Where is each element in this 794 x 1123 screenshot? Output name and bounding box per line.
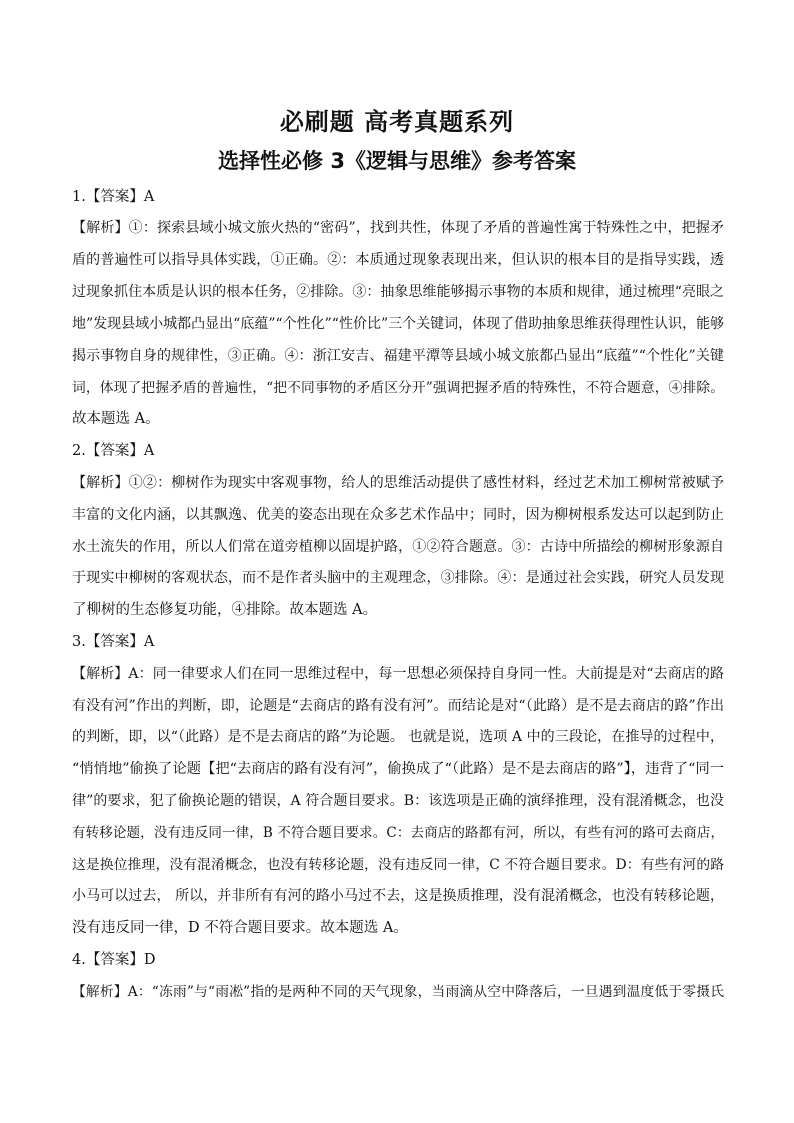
explanation-line: 故本题选 A。	[72, 411, 160, 427]
explanation-line: 小马可以过去， 所以，并非所有有河的路小马过不去，这是换质推理，没有混淆概念，也没有转移论题，	[72, 888, 724, 904]
answer-label: 4.【答案】D	[72, 952, 156, 968]
explanation-line: 有转移论题，没有违反同一律，B 不符合题目要求。C：去商店的路都有河，所以，有些有河的路可去商店，	[72, 825, 724, 841]
explanation-line: 【解析】A：同一律要求人们在同一思维过程中，每一思想必须保持自身同一性。大前提是对“去商店的路	[72, 666, 724, 682]
explanation-line: 的判断，即，以“（此路）是不是去商店的路”为论题。 也就是说，选项 A 中的三段论，在推导的过程中，	[72, 729, 724, 745]
explanation-line: 【解析】①：探索县域小城文旅火热的“密码”，找到共性，体现了矛盾的普遍性寓于特殊性之中，把握矛	[72, 220, 724, 236]
explanation-line: 没有违反同一律，D 不符合题目要求。故本题选 A。	[72, 920, 408, 936]
answer-label: 2.【答案】A	[72, 443, 155, 459]
explanation-line: 词，体现了把握矛盾的普遍性，“把不同事物的矛盾区分开”强调把握矛盾的特殊性，不符合题意，④排除。	[72, 380, 724, 396]
explanation-line: “悄悄地”偷换了论题【把“去商店的路有没有河”，偷换成了“（此路）是不是去商店的路”】，违背了“同一	[72, 761, 724, 777]
explanation-line: 地”发现县域小城都凸显出“底蕴”“个性化”“性价比”三个关键词，体现了借助抽象思维获得理性认识，能够	[72, 316, 724, 332]
explanation-line: 这是换位推理，没有混淆概念，也没有转移论题，没有违反同一律，C 不符合题目要求。D：有些有河的路	[72, 857, 724, 873]
page-title: 必刷题 高考真题系列	[279, 108, 515, 136]
explanation-line: 【解析】A：“冻雨”与“雨凇”指的是两种不同的天气现象，当雨滴从空中降落后，一旦遇到温度低于零摄氏	[72, 984, 724, 1000]
explanation-line: 于现实中柳树的客观状态，而不是作者头脑中的主观理念，③排除。④：是通过社会实践，研究人员发现	[72, 570, 724, 586]
explanation-line: 揭示事物自身的规律性，③正确。④：浙江安吉、福建平潭等县域小城文旅都凸显出“底蕴”“个性化”关键	[72, 348, 724, 364]
explanation-line: 【解析】①②：柳树作为现实中客观事物，给人的思维活动提供了感性材料，经过艺术加工柳树常被赋予	[72, 475, 724, 491]
answer-label: 3.【答案】A	[72, 634, 155, 650]
explanation-line: 水土流失的作用，所以人们常在道旁植柳以固堤护路，①②符合题意。③：古诗中所描绘的柳树形象源自	[72, 539, 724, 555]
explanation-line: 有没有河”作出的判断，即，论题是“去商店的路有没有河”。而结论是对“（此路）是不是去商店的路”作出	[72, 698, 724, 714]
answer-label: 1.【答案】A	[72, 189, 155, 205]
explanation-line: 盾的普遍性可以指导具体实践，①正确。②：本质通过现象表现出来，但认识的根本目的是指导实践，透	[72, 252, 724, 268]
page-subtitle: 选择性必修 3《逻辑与思维》参考答案	[218, 149, 576, 173]
explanation-line: 律”的要求，犯了偷换论题的错误，A 符合题目要求。B：该选项是正确的演绎推理，没有混淆概念，也没	[72, 793, 724, 809]
explanation-line: 丰富的文化内涵，以其飘逸、优美的姿态出现在众多艺术作品中；同时，因为柳树根系发达可以起到防止	[72, 507, 724, 523]
explanation-line: 过现象抓住本质是认识的根本任务，②排除。③：抽象思维能够揭示事物的本质和规律，通过梳理“亮眼之	[72, 284, 724, 300]
explanation-line: 了柳树的生态修复功能，④排除。故本题选 A。	[72, 602, 378, 618]
